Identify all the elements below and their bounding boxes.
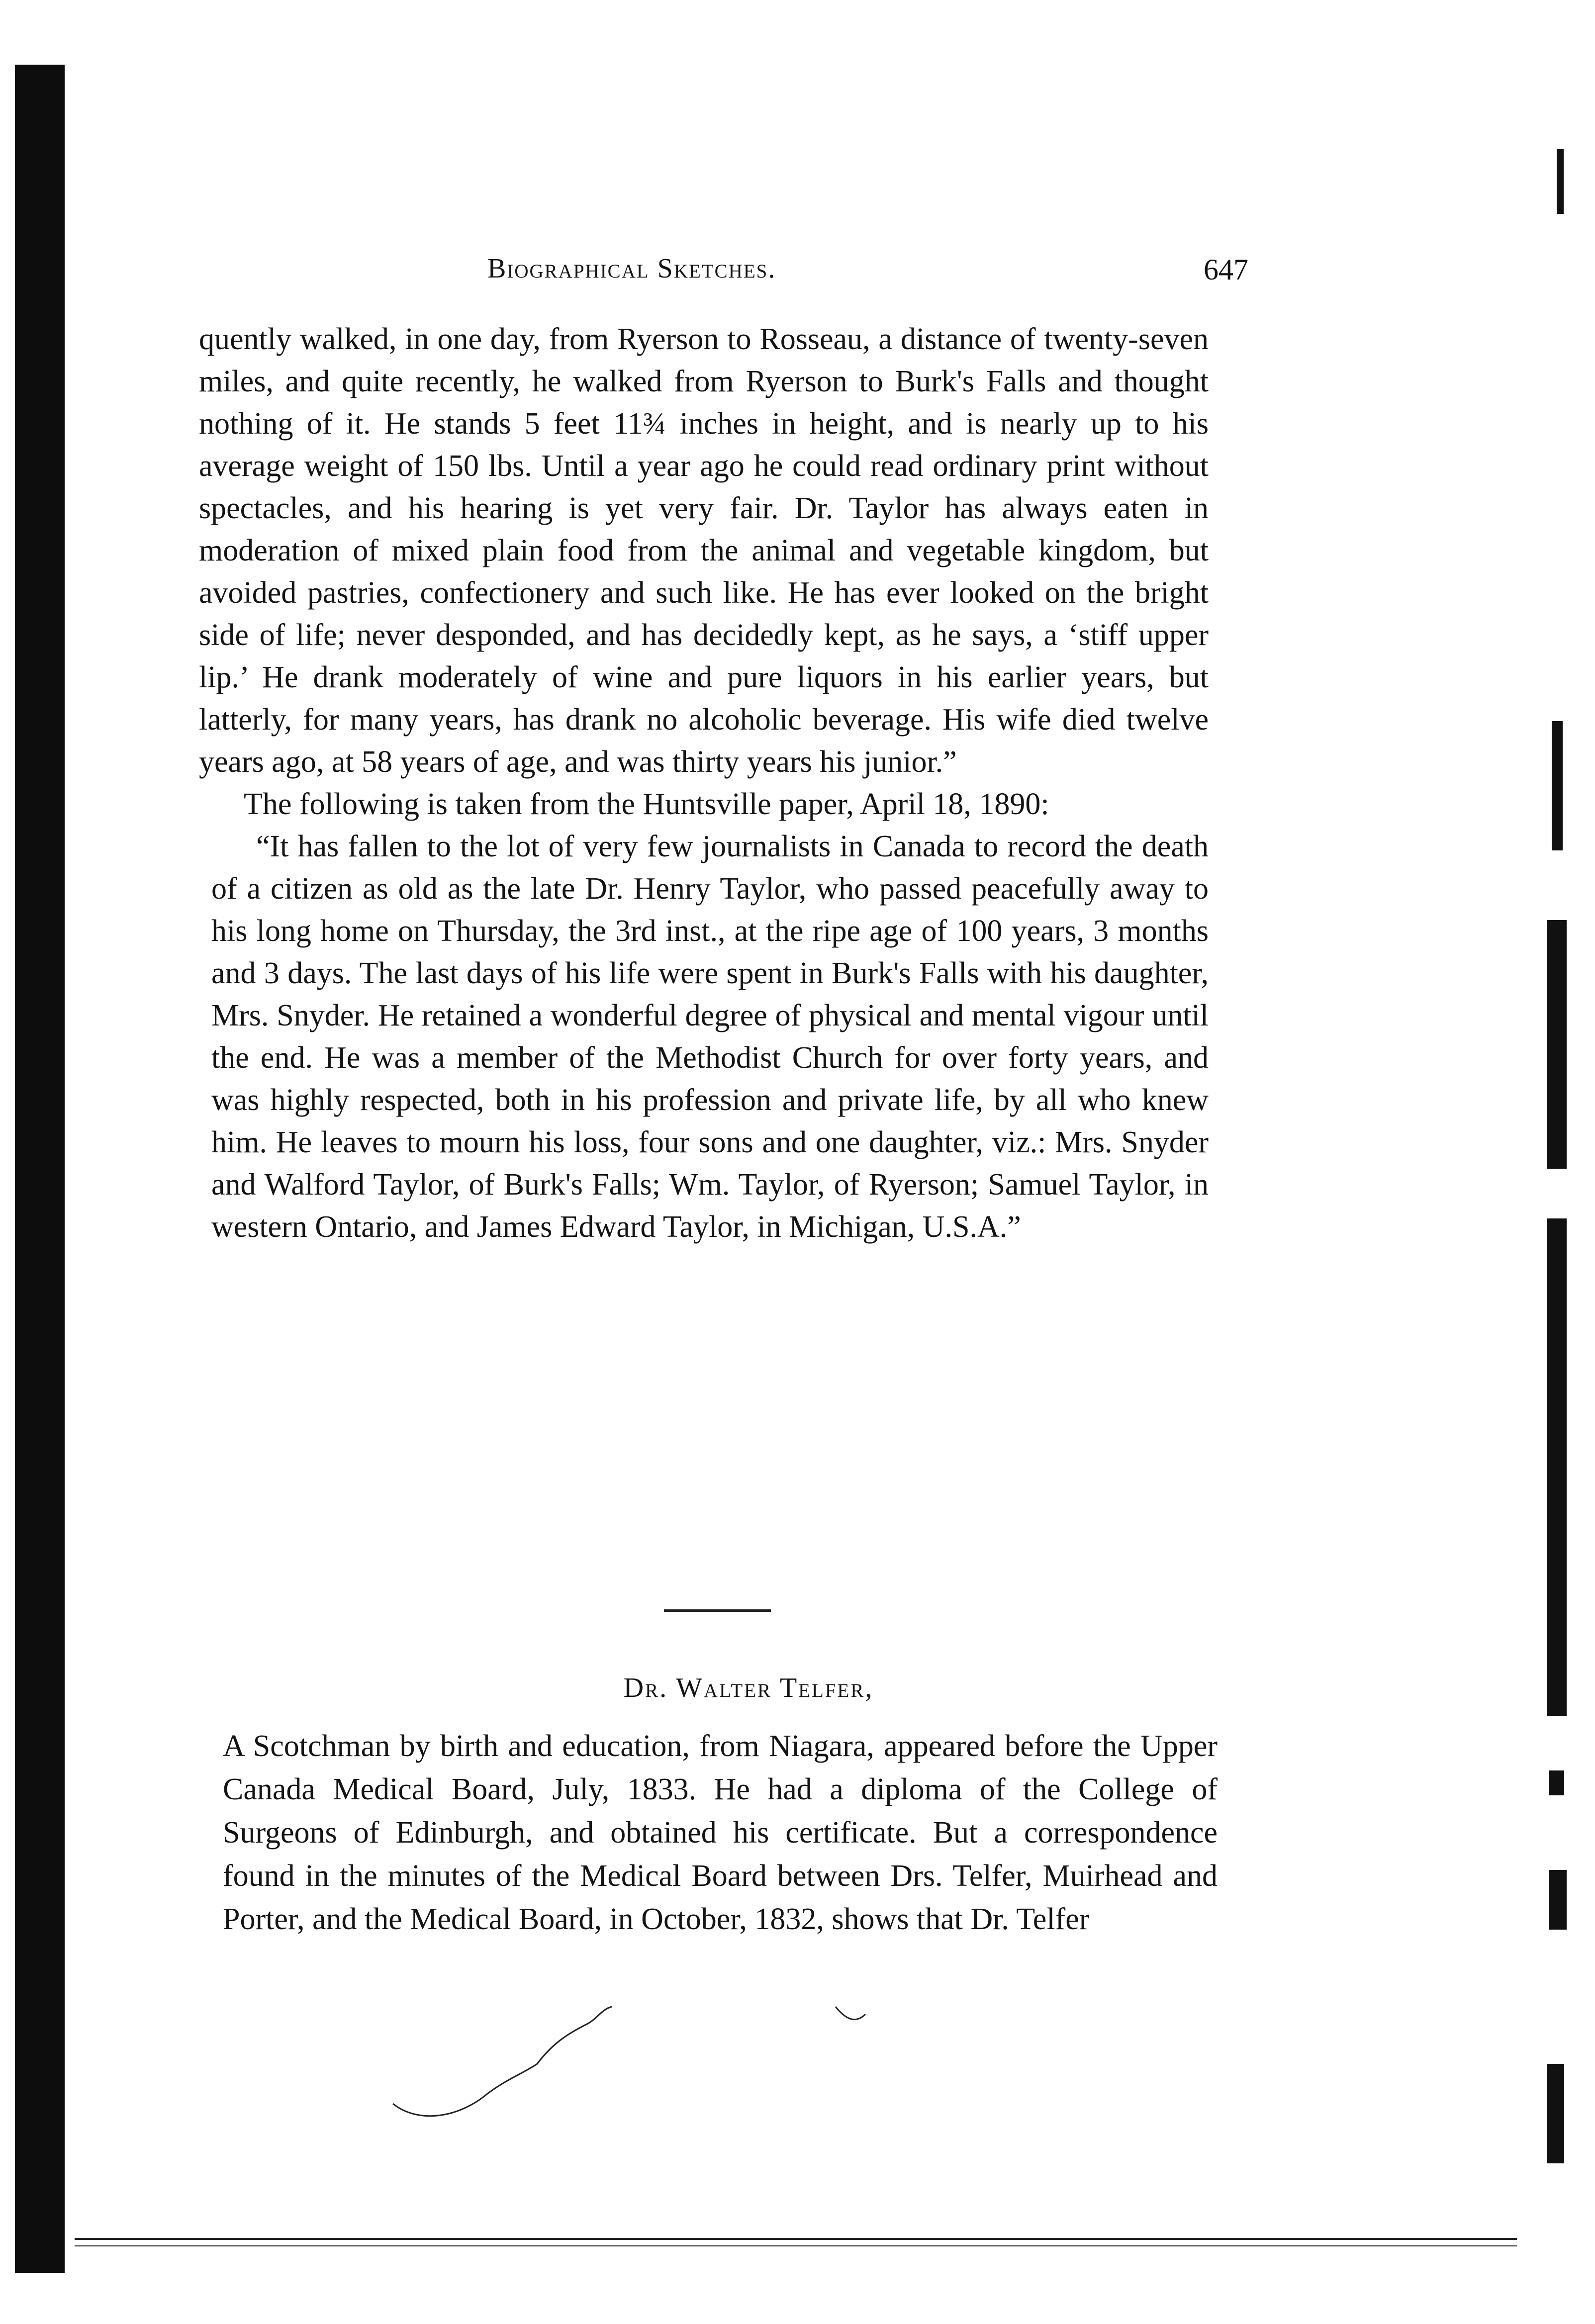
- huntsville-quote: “It has fallen to the lot of very few journalists in Canada to record the death of a citizen as old as the late Dr. Henry Taylor, who passed peacefully away to his long home on Thursday, the 3rd inst., at the ripe age of 100 years, 3 months and 3 days. The last days of his life were spent in Burk's Falls with his daughter, Mrs. Snyder. He retained a wonderful degree of physical and mental vigour until the end. He was a member of the Methodist Church for over forty years, and was highly respected, both in his profession and private life, by all who knew him. He leaves to mourn his loss, four sons and one daughter, viz.: Mrs. Snyder and Walford Taylor, of Burk's Falls; Wm. Taylor, of Ryerson; Samuel Taylor, in western Ontario, and James Edward Taylor, in Michigan, U.S.A.”: [211, 830, 1209, 1244]
- running-head: Biographical Sketches.: [487, 253, 776, 284]
- telfer-sketch: [223, 1725, 1218, 1941]
- bottom-edge-line: [75, 2245, 1517, 2246]
- margin-mark: [1549, 1870, 1567, 1930]
- margin-mark: [1557, 149, 1564, 214]
- page-number: 647: [1204, 253, 1248, 286]
- section-divider: [664, 1609, 771, 1612]
- section-heading: Dr. Walter Telfer,: [623, 1673, 874, 1703]
- bottom-edge-line: [75, 2238, 1517, 2240]
- margin-mark: [1547, 920, 1567, 1169]
- margin-mark: [1552, 721, 1563, 850]
- taylor-paragraph-1: quently walked, in one day, from Ryerson to Rosseau, a distance of twenty-seven miles, and quite recently, he walked from Ryerson to Burk's Falls and thought nothing of it. He stands 5 feet 11¾ inches in height, and is nearly up to his average weight of 150 lbs. Until a year ago he could read ordinary print without spectacles, and his hearing is yet very fair. Dr. Taylor has always eaten in moderation of mixed plain food from the animal and vegetable kingdom, but avoided pastries, confectionery and such like. He has ever looked on the bright side of life; never desponded, and has decidedly kept, as he says, a ‘stiff upper lip.’ He drank moderately of wine and pure liquors in his earlier years, but latterly, for many years, has drank no alcoholic beverage. His wife died twelve years ago, at 58 years of age, and was thirty years his junior.”: [199, 322, 1209, 779]
- margin-mark: [1549, 1770, 1564, 1795]
- taylor-paragraph-2: The following is taken from the Huntsville paper, April 18, 1890:: [244, 787, 1049, 821]
- pen-scribble-mark: [388, 2004, 885, 2134]
- margin-mark: [1547, 2064, 1564, 2163]
- taylor-sketch-continued: [199, 318, 1209, 1248]
- margin-mark: [1547, 1218, 1567, 1716]
- page-header: [199, 253, 1248, 297]
- book-binding-shadow: [15, 65, 65, 2273]
- telfer-paragraph-1: A Scotchman by birth and education, from Niagara, appeared before the Upper Canada Medical Board, July, 1833. He had a diploma of the College of Surgeons of Edinburgh, and obtained his certificate. But a correspondence found in the minutes of the Medical Board between Drs. Telfer, Muirhead and Porter, and the Medical Board, in October, 1832, shows that Dr. Telfer: [223, 1729, 1218, 1936]
